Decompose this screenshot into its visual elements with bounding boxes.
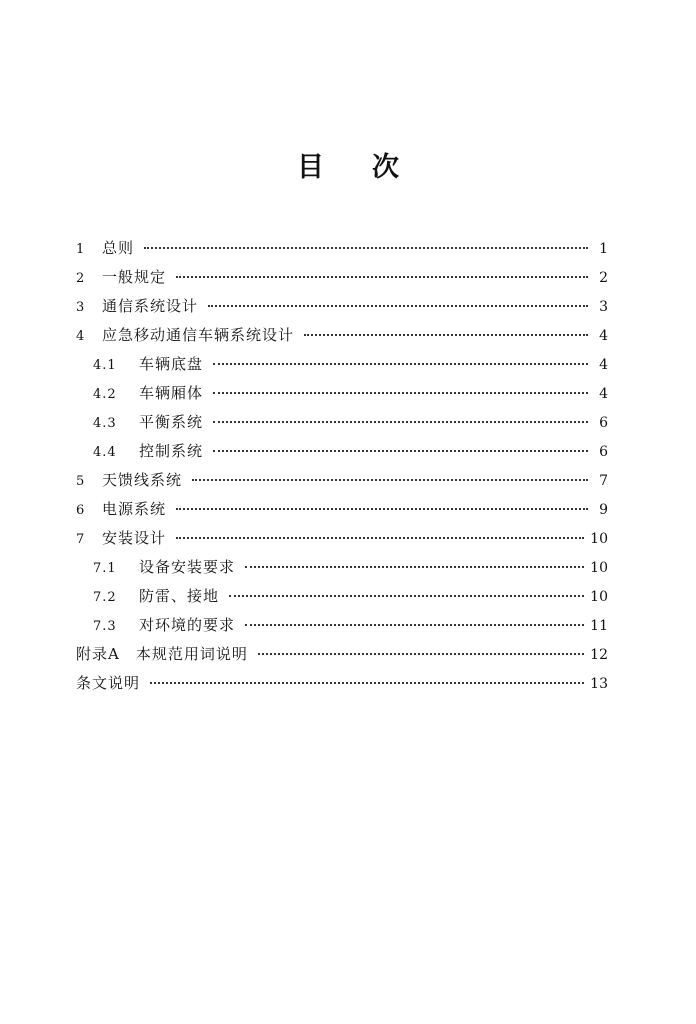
toc-dot-leader xyxy=(245,565,584,568)
toc-dot-leader xyxy=(213,449,588,452)
toc-dot-leader xyxy=(176,275,588,278)
toc-entry[interactable] xyxy=(76,669,608,698)
toc-entry-number: 1 xyxy=(76,242,86,257)
toc-entry[interactable] xyxy=(76,437,608,466)
toc-entry[interactable] xyxy=(76,553,608,582)
toc-entry-page-number: 2 xyxy=(599,270,608,286)
toc-entry-title: 平衡系统 xyxy=(139,413,204,431)
toc-entry-page-number: 6 xyxy=(599,444,608,460)
toc-entry-title: 车辆厢体 xyxy=(139,384,204,402)
toc-entry-number: 4.4 xyxy=(93,445,117,460)
toc-entry-number: 7 xyxy=(76,532,86,547)
toc-entry-title: 通信系统设计 xyxy=(102,297,199,315)
toc-entry-number: 4.2 xyxy=(93,387,117,402)
toc-entry-number: 5 xyxy=(76,474,86,489)
toc-entry-page-number: 1 xyxy=(599,241,608,257)
toc-entry-title: 车辆底盘 xyxy=(139,355,204,373)
toc-entry-page-number: 4 xyxy=(599,386,608,402)
toc-dot-leader xyxy=(213,391,588,394)
toc-entry-number: 7.2 xyxy=(93,590,117,605)
toc-entry[interactable] xyxy=(76,640,608,669)
toc-entry[interactable] xyxy=(76,379,608,408)
toc-entry-number: 7.3 xyxy=(93,619,117,634)
toc-entry-page-number: 9 xyxy=(599,502,608,518)
toc-entry-title: 天馈线系统 xyxy=(102,471,183,489)
toc-entry-page-number: 12 xyxy=(590,647,608,663)
toc-entry[interactable] xyxy=(76,611,608,640)
toc-dot-leader xyxy=(176,507,588,510)
toc-entry-title: 总则 xyxy=(102,239,135,257)
toc-dot-leader xyxy=(176,536,584,539)
toc-dot-leader xyxy=(150,681,584,684)
toc-entry-title: 设备安装要求 xyxy=(139,558,236,576)
toc-entry[interactable] xyxy=(76,582,608,611)
toc-entry-title: 应急移动通信车辆系统设计 xyxy=(102,326,295,344)
toc-entry[interactable] xyxy=(76,408,608,437)
toc-entry-page-number: 4 xyxy=(599,328,608,344)
toc-entry-page-number: 11 xyxy=(590,618,608,634)
toc-entry-page-number: 4 xyxy=(599,357,608,373)
toc-entry[interactable] xyxy=(76,321,608,350)
toc-entry-page-number: 10 xyxy=(590,589,608,605)
toc-entry[interactable] xyxy=(76,524,608,553)
toc-entry-title: 控制系统 xyxy=(139,442,204,460)
toc-dot-leader xyxy=(144,246,588,249)
toc-entry-page-number: 7 xyxy=(599,473,608,489)
toc-entry[interactable] xyxy=(76,292,608,321)
toc-entry-title: 电源系统 xyxy=(102,500,167,518)
table-of-contents xyxy=(76,234,608,698)
toc-dot-leader xyxy=(304,333,588,336)
toc-entry-number: 4.1 xyxy=(93,358,117,373)
toc-entry-page-number: 13 xyxy=(590,676,608,692)
toc-entry[interactable] xyxy=(76,495,608,524)
toc-entry-title: 一般规定 xyxy=(102,268,167,286)
toc-entry[interactable] xyxy=(76,263,608,292)
toc-entry[interactable] xyxy=(76,466,608,495)
toc-entry-title: 安装设计 xyxy=(102,529,167,547)
toc-dot-leader xyxy=(213,362,588,365)
toc-dot-leader xyxy=(213,420,588,423)
toc-dot-leader xyxy=(245,623,584,626)
toc-entry-page-number: 10 xyxy=(590,531,608,547)
toc-entry[interactable] xyxy=(76,350,608,379)
toc-dot-leader xyxy=(258,652,584,655)
toc-entry-page-number: 10 xyxy=(590,560,608,576)
toc-entry-number: 4 xyxy=(76,329,86,344)
toc-entry-title: 附录A 本规范用词说明 xyxy=(76,645,248,663)
toc-entry-page-number: 6 xyxy=(599,415,608,431)
toc-entry-title: 条文说明 xyxy=(76,674,141,692)
toc-entry-number: 6 xyxy=(76,503,86,518)
page-title-part1: 目 xyxy=(297,152,324,183)
toc-entry-number: 3 xyxy=(76,300,86,315)
toc-entry-number: 4.3 xyxy=(93,416,117,431)
page-title-part2: 次 xyxy=(372,152,399,183)
toc-entry-number: 2 xyxy=(76,271,86,286)
toc-entry-title: 防雷、接地 xyxy=(139,587,220,605)
page-title xyxy=(0,145,696,184)
toc-entry-page-number: 3 xyxy=(599,299,608,315)
toc-dot-leader xyxy=(192,478,588,481)
toc-dot-leader xyxy=(208,304,588,307)
toc-entry[interactable] xyxy=(76,234,608,263)
toc-entry-number: 7.1 xyxy=(93,561,117,576)
toc-entry-title: 对环境的要求 xyxy=(139,616,236,634)
toc-dot-leader xyxy=(229,594,584,597)
